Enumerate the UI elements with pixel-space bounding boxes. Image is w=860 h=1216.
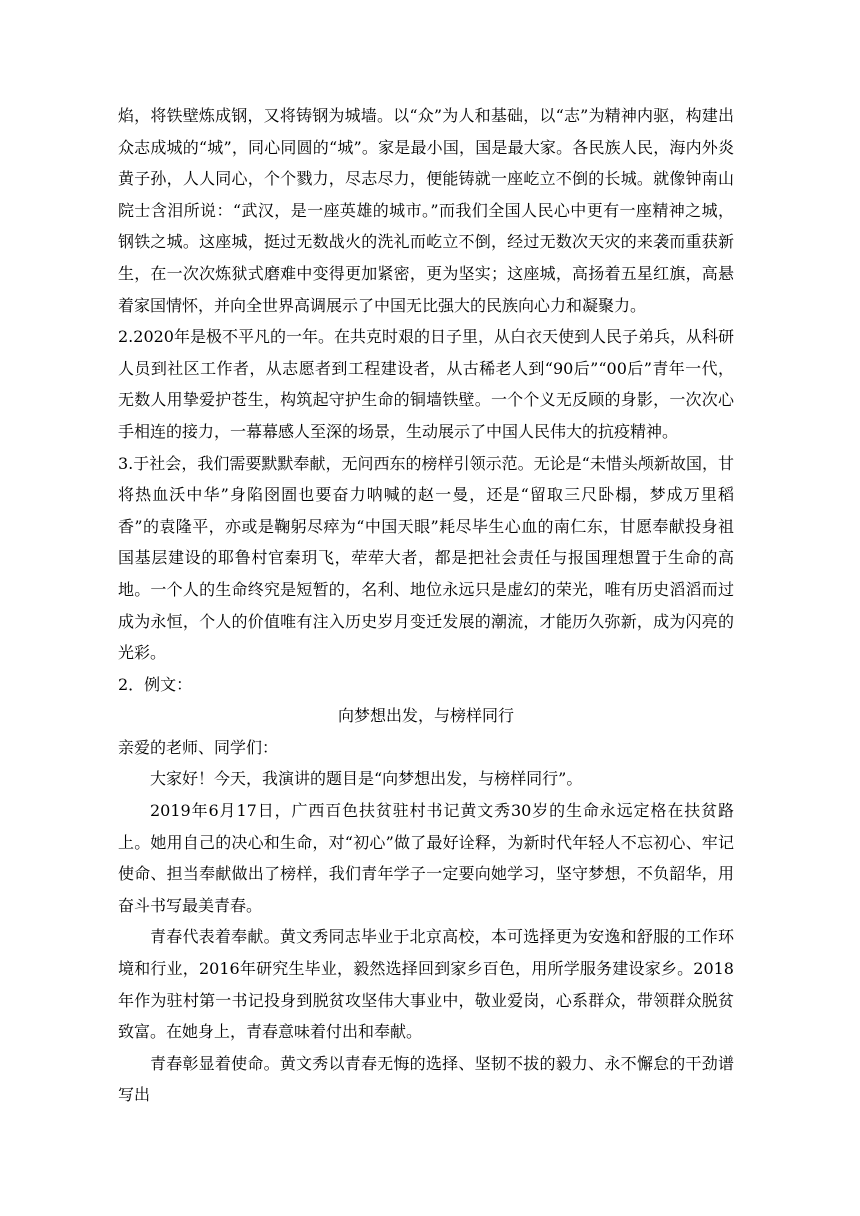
speech-paragraph-intro: 2019年6月17日，广西百色扶贫驻村书记黄文秀30岁的生命永远定格在扶贫路上。她用自己的决心和生命，对“初心”做了最好诠释，为新时代年轻人不忘初心、牢记使命、担当奉献做出了榜样，我们青年学子一定要向她学习，坚守梦想，不负韶华，用奋斗书写最美青春。	[118, 801, 734, 915]
speech-paragraph-mission: 青春彰显着使命。黄文秀以青春无悔的选择、坚韧不拔的毅力、永不懈怠的干劲谱写出	[118, 1053, 734, 1105]
section-heading-example: 2．例文：	[118, 674, 193, 694]
speech-greeting: 大家好！今天，我演讲的题目是“向梦想出发，与榜样同行”。	[150, 769, 583, 789]
paragraph-point-3: 3.于社会，我们需要默默奉献，无问西东的榜样引领示范。无论是“未惜头颅新故国，甘将热血沃中华”身陷囹圄也要奋力呐喊的赵一曼，还是“留取三尺卧榻，梦成万里稻香”的袁隆平，亦或是鞠躬尽瘁为“中国天眼”耗尽毕生心血的南仁东，甘愿奉献投身祖国基层建设的耶鲁村官秦玥飞，荦荦大者，都是把社会责任与报国理想置于生命的高地。一个人的生命终究是短暂的，名利、地位永远只是虚幻的荣光，唯有历史滔滔而过成为永恒，个人的价值唯有注入历史岁月变迁发展的潮流，才能历久弥新，成为闪亮的光彩。	[118, 453, 734, 663]
speech-salutation: 亲爱的老师、同学们：	[118, 737, 279, 757]
paragraph-essay-excerpt: 焰，将铁壁炼成钢，又将铸钢为城墙。以“众”为人和基础，以“志”为精神内驱，构建出众志成城的“城”，同心同圆的“城”。家是最小国，国是最大家。各民族人民，海内外炎黄子孙，人人同心，个个戮力，尽志尽力，便能铸就一座屹立不倒的长城。就像钟南山院士含泪所说：“武汉，是一座英雄的城市。”而我们全国人民心中更有一座精神之城，钢铁之城。这座城，挺过无数战火的洗礼而屹立不倒，经过无数次天灾的来袭而重获新生，在一次次炼狱式磨难中变得更加紧密，更为坚实；这座城，高扬着五星红旗，高悬着家国情怀，并向全世界高调展示了中国无比强大的民族向心力和凝聚力。	[118, 106, 734, 315]
speech-paragraph-dedication: 青春代表着奉献。黄文秀同志毕业于北京高校，本可选择更为安逸和舒服的工作环境和行业，2016年研究生毕业，毅然选择回到家乡百色，用所学服务建设家乡。2018年作为驻村第一书记投身到脱贫攻坚伟大事业中，敬业爱岗，心系群众，带领群众脱贫致富。在她身上，青春意味着付出和奉献。	[118, 927, 734, 1042]
paragraph-point-2: 2.2020年是极不平凡的一年。在共克时艰的日子里，从白衣天使到人民子弟兵，从科研人员到社区工作者，从志愿者到工程建设者，从古稀老人到“90后”“00后”青年一代，无数人用挚爱护苍生，构筑起守护生命的铜墙铁壁。一个个义无反顾的身影，一次次心手相连的接力，一幕幕感人至深的场景，生动展示了中国人民伟大的抗疫精神。	[118, 327, 734, 441]
document-page	[118, 100, 734, 1111]
speech-title: 向梦想出发，与榜样同行	[337, 706, 514, 726]
